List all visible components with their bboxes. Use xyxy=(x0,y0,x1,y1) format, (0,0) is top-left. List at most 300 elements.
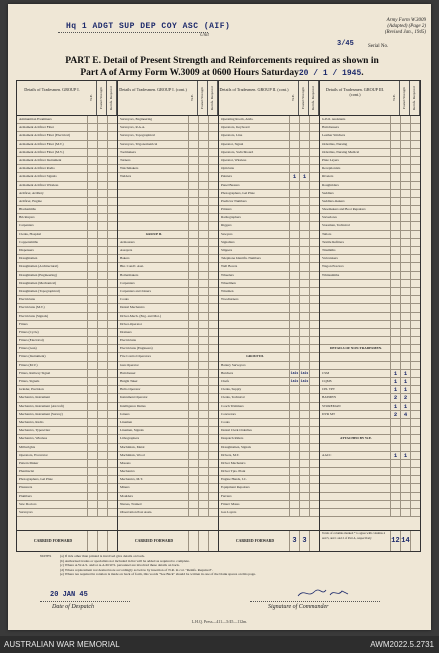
strength-cell xyxy=(400,493,410,500)
strength-cell xyxy=(299,337,309,344)
strength-cell xyxy=(299,419,309,426)
strength-cell xyxy=(198,476,208,483)
table-row xyxy=(17,231,117,239)
strength-cell xyxy=(97,509,107,516)
table-row xyxy=(118,272,218,280)
strength-cell xyxy=(198,222,208,229)
strength-cell xyxy=(97,493,107,500)
strength-cell xyxy=(400,116,410,123)
trade-name: Mechanics, Wireless xyxy=(19,436,48,441)
strength-cell xyxy=(87,149,97,156)
strength-cell xyxy=(97,394,107,401)
trade-name: Boilermakers xyxy=(120,272,139,277)
trade-name: Saddlers-makers xyxy=(322,198,345,203)
table-row xyxy=(320,255,420,263)
strength-cell xyxy=(410,468,420,475)
carried-forward-cell: 3 xyxy=(299,531,309,551)
strength-cell xyxy=(198,468,208,475)
table-column xyxy=(219,81,320,551)
strength-cell xyxy=(198,296,208,303)
strength-cell xyxy=(188,313,198,320)
table-row xyxy=(219,206,319,214)
strength-cell xyxy=(208,353,218,360)
strength-cell xyxy=(198,132,208,139)
trade-name: Draughtsmen, Signals xyxy=(221,444,251,449)
title-suffix: . xyxy=(361,68,364,78)
strength-cell xyxy=(208,182,218,189)
strength-cell xyxy=(410,509,420,516)
table-row xyxy=(320,157,420,165)
subcolumn-heading: Posted Strength xyxy=(198,81,208,115)
table-row xyxy=(219,370,319,378)
trade-name: Tailors xyxy=(322,231,332,236)
strength-cell xyxy=(97,165,107,172)
strength-cell xyxy=(87,452,97,459)
table-row xyxy=(17,247,117,255)
strength-cell xyxy=(390,353,400,360)
strength-cell xyxy=(410,321,420,328)
strength-cell xyxy=(87,247,97,254)
strength-cell xyxy=(97,116,107,123)
unit-label: Unit xyxy=(200,33,209,38)
strength-cell xyxy=(309,141,319,148)
unit-value: Hq 1 ADGT SUP DEP COY ASC (AIF) xyxy=(66,22,231,31)
strength-cell xyxy=(87,362,97,369)
trade-name: Leather Stitchers xyxy=(322,133,346,138)
table-row xyxy=(17,460,117,468)
strength-cell xyxy=(188,255,198,262)
strength-cell xyxy=(198,394,208,401)
trade-name: GROUP II. xyxy=(145,231,163,236)
strength-cell xyxy=(87,214,97,221)
trade-name xyxy=(219,329,289,336)
signature-label: Signature of Commander xyxy=(268,604,329,610)
strength-table xyxy=(16,80,421,552)
strength-cell xyxy=(188,214,198,221)
strength-cell xyxy=(107,206,117,213)
trade-name: AACC xyxy=(322,452,332,457)
table-row xyxy=(17,411,117,419)
trade-name: Dental Mechanics xyxy=(120,305,145,310)
table-row xyxy=(118,206,218,214)
trade-name: Gas Layers xyxy=(221,510,237,514)
strength-cell xyxy=(208,222,218,229)
strength-cell xyxy=(400,280,410,287)
trade-name: Armament Artificer Wireless xyxy=(19,182,59,187)
trade-name: Orderlies, Nursing Medical xyxy=(322,149,360,154)
strength-cell xyxy=(299,280,309,287)
table-row xyxy=(17,288,117,296)
strength-cell xyxy=(188,272,198,279)
archive-reference: AWM2022.5.2731 xyxy=(370,640,434,649)
trade-name xyxy=(320,313,390,320)
table-row xyxy=(219,394,319,402)
subcolumn-heading: W.E. xyxy=(390,81,400,115)
strength-cell xyxy=(299,157,309,164)
strength-cell xyxy=(107,362,117,369)
strength-cell xyxy=(390,501,400,508)
strength-cell xyxy=(400,345,410,352)
strength-cell xyxy=(188,386,198,393)
table-row xyxy=(219,239,319,247)
strength-cell xyxy=(87,296,97,303)
form-reference xyxy=(352,18,426,36)
trade-name: Equipment Repairers xyxy=(221,485,250,490)
table-row xyxy=(17,214,117,222)
trade-name: Clerks, Technical xyxy=(221,395,245,400)
strength-cell xyxy=(188,394,198,401)
trade-name: Operators, Switchboard xyxy=(221,149,254,154)
trade-name: Welders xyxy=(120,174,132,179)
strength-cell xyxy=(198,493,208,500)
carried-forward-cell xyxy=(208,531,218,551)
strength-cell xyxy=(198,239,208,246)
strength-cell xyxy=(309,452,319,459)
despatch-date: 20 JAN 45 xyxy=(50,591,88,599)
strength-cell xyxy=(410,329,420,336)
table-row xyxy=(118,337,218,345)
trade-name: Woodturners xyxy=(221,297,239,302)
strength-cell xyxy=(400,362,410,369)
strength-cell xyxy=(198,419,208,426)
strength-cell xyxy=(208,501,218,508)
strength-cell xyxy=(410,460,420,467)
trade-name xyxy=(320,460,390,467)
trade-name xyxy=(320,280,390,287)
table-row xyxy=(118,378,218,386)
strength-cell: 1 xyxy=(390,370,400,377)
table-row xyxy=(118,198,218,206)
trade-name: Shoemakers and Boot Repairers xyxy=(322,207,366,212)
table-row xyxy=(118,386,218,394)
strength-cell xyxy=(309,190,319,197)
strength-cell xyxy=(107,124,117,131)
column-header xyxy=(17,81,117,116)
trade-name: Operator, Wireless xyxy=(221,157,247,162)
table-row xyxy=(17,476,117,484)
trade-name xyxy=(219,304,289,311)
strength-cell xyxy=(107,304,117,311)
table-row xyxy=(118,370,218,378)
strength-cell xyxy=(208,476,218,483)
strength-cell xyxy=(289,280,299,287)
trade-name xyxy=(320,362,390,369)
strength-cell xyxy=(188,239,198,246)
trade-name: Blacksmiths xyxy=(19,207,36,212)
trade-name: Bkr. Cond'r. Asst. xyxy=(120,264,144,269)
trade-name: Observation Post Assts. xyxy=(120,510,153,514)
strength-cell xyxy=(289,484,299,491)
strength-cell xyxy=(208,255,218,262)
carried-forward-cell: 3 xyxy=(289,531,299,551)
trade-name: Orderlies, Nursing xyxy=(322,141,348,146)
strength-cell xyxy=(198,353,208,360)
strength-cell xyxy=(188,476,198,483)
strength-cell xyxy=(97,149,107,156)
strength-cell xyxy=(309,149,319,156)
strength-cell xyxy=(400,182,410,189)
strength-cell xyxy=(107,337,117,344)
subcolumn-heading: Posted Strength xyxy=(299,81,309,115)
strength-cell xyxy=(309,468,319,475)
strength-cell xyxy=(87,353,97,360)
table-row xyxy=(17,198,117,206)
table-row xyxy=(17,452,117,460)
trade-name: Whitesmiths xyxy=(322,272,340,277)
strength-cell xyxy=(289,353,299,360)
strength-cell xyxy=(188,493,198,500)
table-row xyxy=(219,190,319,198)
trade-name: Cooks xyxy=(221,419,230,424)
strength-cell xyxy=(309,345,319,352)
trade-name: Cooks xyxy=(120,297,129,302)
notes-label: NOTES xyxy=(40,554,52,558)
strength-cell xyxy=(107,476,117,483)
strength-cell xyxy=(97,263,107,270)
strength-cell xyxy=(390,165,400,172)
form-ref-line: (Revised Jan., 1945) xyxy=(384,30,426,35)
strength-cell xyxy=(107,214,117,221)
strength-cell xyxy=(390,247,400,254)
strength-cell xyxy=(390,190,400,197)
table-row xyxy=(17,124,117,132)
strength-cell xyxy=(410,149,420,156)
trade-name: G.P.O. Assistants xyxy=(322,117,346,121)
trade-name: Predictor Numbers xyxy=(221,198,247,203)
strength-cell xyxy=(97,239,107,246)
column-heading: Details of Tradesmen. GROUP I. (cont.) xyxy=(119,87,187,92)
strength-cell xyxy=(410,239,420,246)
table-row xyxy=(320,173,420,181)
strength-cell xyxy=(97,222,107,229)
table-row xyxy=(320,198,420,206)
table-row xyxy=(17,345,117,353)
trade-name xyxy=(320,296,390,303)
trade-name: Stevedores xyxy=(322,215,337,220)
trade-name xyxy=(320,509,390,516)
strength-cell xyxy=(289,321,299,328)
strength-cell xyxy=(410,263,420,270)
strength-cell xyxy=(107,435,117,442)
strength-cell: 1 xyxy=(400,452,410,459)
strength-cell xyxy=(400,296,410,303)
trade-name xyxy=(118,182,188,189)
trade-name: Wheelers xyxy=(221,272,234,277)
strength-cell xyxy=(390,272,400,279)
strength-cell xyxy=(299,222,309,229)
trade-name: CQMS xyxy=(322,379,332,383)
strength-cell xyxy=(97,157,107,164)
strength-cell xyxy=(309,501,319,508)
trade-name: Armament Artificer Fitter (Electrical) xyxy=(19,133,71,138)
table-row xyxy=(320,337,420,345)
carried-forward-row xyxy=(118,530,218,551)
strength-cell xyxy=(299,484,309,491)
strength-cell xyxy=(198,288,208,295)
table-row xyxy=(17,173,117,181)
strength-cell xyxy=(87,321,97,328)
trade-name: Fitters (Cycle) xyxy=(19,329,39,334)
strength-cell xyxy=(198,304,208,311)
strength-cell xyxy=(107,419,117,426)
table-row xyxy=(219,263,319,271)
table-row xyxy=(320,370,420,378)
strength-cell xyxy=(400,484,410,491)
strength-cell xyxy=(410,386,420,393)
trade-name: Electricians (Signals) xyxy=(19,313,49,318)
strength-cell xyxy=(198,427,208,434)
trade-name: Mechanics, Instrument (Aircraft) xyxy=(19,403,64,408)
title-line-2 xyxy=(32,68,412,78)
table-row xyxy=(17,149,117,157)
table-row xyxy=(219,222,319,230)
trade-name: Fitters, Signals xyxy=(19,379,40,383)
strength-cell xyxy=(309,509,319,516)
strength-cell xyxy=(289,263,299,270)
trade-name: Draughtsmen (Architectural) xyxy=(19,264,59,269)
strength-cell xyxy=(390,509,400,516)
strength-cell xyxy=(198,173,208,180)
trade-name: Tinsmiths xyxy=(322,248,336,252)
table-row xyxy=(118,141,218,149)
table-column xyxy=(17,81,118,551)
table-row xyxy=(118,263,218,271)
table-row xyxy=(320,386,420,394)
trade-name: Armament Artificer Radio xyxy=(19,166,55,171)
table-row xyxy=(219,288,319,296)
strength-cell xyxy=(390,288,400,295)
strength-cell xyxy=(198,386,208,393)
trade-name: Armament Artificer Fitter xyxy=(19,125,55,130)
trade-name: Fitters' Mates xyxy=(221,501,240,506)
strength-cell xyxy=(289,460,299,467)
strength-cell xyxy=(198,141,208,148)
strength-cell xyxy=(107,427,117,434)
table-row xyxy=(118,460,218,468)
table-row xyxy=(17,370,117,378)
strength-cell xyxy=(208,468,218,475)
trade-name: Surveyors xyxy=(19,510,33,514)
trade-name: Farriers xyxy=(221,493,232,498)
trade-name: Roughriders xyxy=(322,182,339,187)
strength-cell xyxy=(87,411,97,418)
trade-name: Drivers, M.T. xyxy=(221,452,240,457)
strength-cell xyxy=(97,476,107,483)
strength-cell xyxy=(390,206,400,213)
strength-cell xyxy=(299,247,309,254)
table-row xyxy=(118,353,218,361)
strength-cell xyxy=(198,501,208,508)
trade-name: Height Taker xyxy=(120,379,138,383)
strength-cell xyxy=(309,173,319,180)
strength-cell xyxy=(97,296,107,303)
strength-cell xyxy=(410,403,420,410)
strength-cell xyxy=(97,304,107,311)
strength-cell xyxy=(198,370,208,377)
trade-name: Plumbers xyxy=(19,493,32,498)
strength-cell xyxy=(87,272,97,279)
strength-cell xyxy=(299,255,309,262)
trade-name: Wagon Erectors xyxy=(322,264,344,269)
table-row xyxy=(219,345,319,353)
strength-cell xyxy=(390,337,400,344)
strength-cell xyxy=(107,149,117,156)
carried-forward-cell xyxy=(107,531,117,551)
table-row xyxy=(17,272,117,280)
strength-cell xyxy=(390,444,400,451)
note-line: (e) Where tea required in rotation is made on back of form, this words "See Back" should be written in one of the blank spaces on this page. xyxy=(60,572,256,576)
table-row xyxy=(118,190,218,198)
table-row xyxy=(219,141,319,149)
table-row xyxy=(219,460,319,468)
strength-cell xyxy=(400,321,410,328)
table-row xyxy=(17,255,117,263)
strength-cell xyxy=(400,501,410,508)
title-line-1: PART E. Detail of Present Strength and Reinforcements required as shown in xyxy=(65,56,379,66)
strength-cell: 1 xyxy=(400,378,410,385)
strength-cell xyxy=(188,435,198,442)
strength-cell xyxy=(107,345,117,352)
strength-cell xyxy=(289,296,299,303)
table-row xyxy=(320,124,420,132)
table-row xyxy=(17,419,117,427)
table-row xyxy=(17,116,117,124)
table-row xyxy=(118,345,218,353)
strength-cell xyxy=(410,124,420,131)
carried-forward-cell xyxy=(198,531,208,551)
strength-cell xyxy=(289,313,299,320)
strength-cell xyxy=(188,247,198,254)
strength-cell xyxy=(289,452,299,459)
table-row xyxy=(320,378,420,386)
strength-cell xyxy=(400,313,410,320)
strength-cell xyxy=(97,370,107,377)
trade-name: Nurses, Trained xyxy=(120,501,142,506)
strength-cell xyxy=(289,337,299,344)
trade-name: Masons xyxy=(120,460,131,465)
strength-cell xyxy=(400,214,410,221)
trade-name xyxy=(219,321,289,328)
table-row xyxy=(219,419,319,427)
table-row xyxy=(320,263,420,271)
table-row xyxy=(118,296,218,304)
table-row xyxy=(320,214,420,222)
strength-cell: 2 xyxy=(390,411,400,418)
table-row xyxy=(320,132,420,140)
trade-name: Surveyors, R.A.A. xyxy=(120,125,146,130)
strength-cell xyxy=(97,231,107,238)
strength-cell xyxy=(289,509,299,516)
table-row xyxy=(320,476,420,484)
strength-cell xyxy=(87,255,97,262)
carried-forward-row xyxy=(320,530,420,551)
strength-cell xyxy=(208,304,218,311)
table-row xyxy=(320,304,420,312)
strength-cell xyxy=(198,452,208,459)
signature-mark xyxy=(296,586,356,600)
strength-cell xyxy=(107,378,117,385)
table-row xyxy=(219,280,319,288)
strength-cell xyxy=(87,198,97,205)
trade-name: Electricians xyxy=(120,338,137,343)
table-row xyxy=(219,468,319,476)
trade-name: Battery Surveyors xyxy=(221,362,246,367)
table-row xyxy=(17,304,117,312)
strength-cell xyxy=(107,411,117,418)
table-row xyxy=(219,165,319,173)
strength-cell xyxy=(390,214,400,221)
trade-name: Driver-Operator xyxy=(120,321,142,326)
